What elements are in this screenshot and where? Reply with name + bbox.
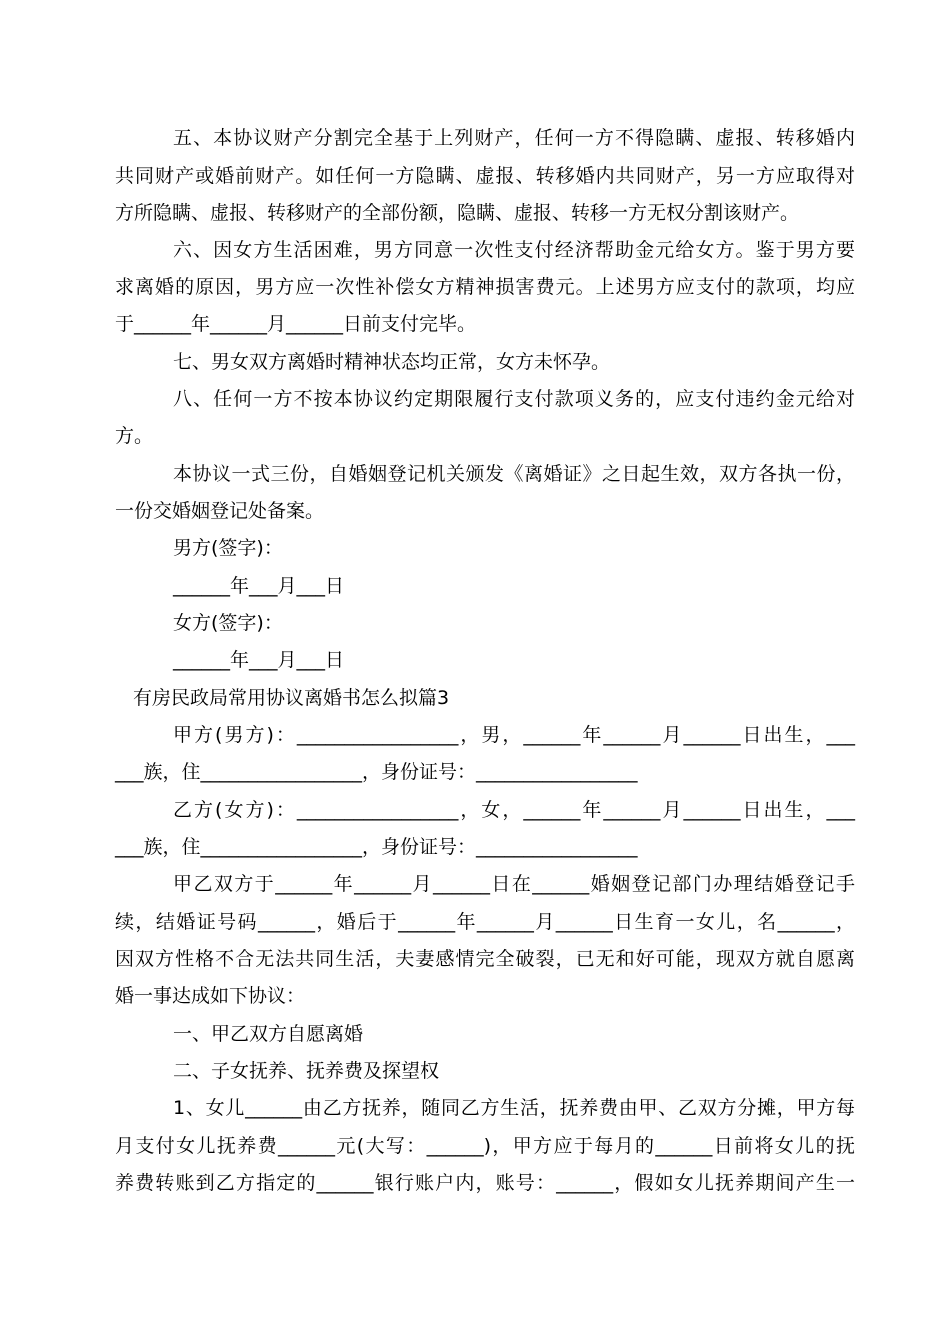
paragraph-6-line-3: 于______年______月______日前支付完毕。 bbox=[115, 313, 477, 335]
custody-line-2: 月支付女儿抚养费______元(大写：______)，甲方应于每月的______日前将女儿的抚 bbox=[115, 1135, 855, 1157]
custody-line-1: 1、女儿______由乙方抚养，随同乙方生活，抚养费由甲、乙双方分摊，甲方每 bbox=[173, 1097, 855, 1119]
party-a-line-2: ___族，住_________________，身份证号：_________________ bbox=[115, 761, 638, 783]
party-b-line-2: ___族，住_________________，身份证号：_________________ bbox=[115, 836, 638, 858]
party-b-line-1: 乙方(女方)：_________________，女，______年______月______日出生，___ bbox=[173, 799, 855, 821]
paragraph-8-line-1: 八、任何一方不按本协议约定期限履行支付款项义务的，应支付违约金元给对 bbox=[173, 388, 855, 410]
paragraph-5-line-1: 五、本协议财产分割完全基于上列财产，任何一方不得隐瞒、虚报、转移婚内 bbox=[173, 127, 855, 149]
marriage-para-line-4: 婚一事达成如下协议： bbox=[115, 985, 306, 1007]
validity-line-1: 本协议一式三份，自婚姻登记机关颁发《离婚证》之日起生效，双方各执一份， bbox=[173, 463, 855, 485]
validity-line-2: 一份交婚姻登记处备案。 bbox=[115, 500, 325, 522]
paragraph-6-line-1: 六、因女方生活困难，男方同意一次性支付经济帮助金元给女方。鉴于男方要 bbox=[173, 239, 855, 261]
section-heading: 有房民政局常用协议离婚书怎么拟篇3 bbox=[133, 687, 450, 709]
paragraph-5-line-3: 方所隐瞒、虚报、转移财产的全部份额，隐瞒、虚报、转移一方无权分割该财产。 bbox=[115, 202, 800, 224]
clause-1: 一、甲乙双方自愿离婚 bbox=[173, 1023, 364, 1045]
male-signature-date: ______年___月___日 bbox=[173, 575, 345, 597]
party-a-line-1: 甲方(男方)：_________________，男，______年______月______日出生，___ bbox=[173, 724, 855, 746]
clause-2: 二、子女抚养、抚养费及探望权 bbox=[173, 1060, 440, 1082]
female-signature-date: ______年___月___日 bbox=[173, 649, 345, 671]
female-signature-label: 女方(签字)： bbox=[173, 612, 283, 634]
paragraph-7: 七、男女双方离婚时精神状态均正常，女方未怀孕。 bbox=[173, 351, 611, 373]
paragraph-8-line-2: 方。 bbox=[115, 425, 154, 447]
custody-line-3: 养费转账到乙方指定的______银行账户内，账号：______，假如女儿抚养期间产生一 bbox=[115, 1172, 855, 1194]
marriage-para-line-1: 甲乙双方于______年______月______日在______婚姻登记部门办理结婚登记手 bbox=[173, 873, 855, 895]
marriage-para-line-3: 因双方性格不合无法共同生活，夫妻感情完全破裂，已无和好可能，现双方就自愿离 bbox=[115, 948, 855, 970]
male-signature-label: 男方(签字)： bbox=[173, 537, 283, 559]
paragraph-6-line-2: 求离婚的原因，男方应一次性补偿女方精神损害费元。上述男方应支付的款项，均应 bbox=[115, 276, 855, 298]
paragraph-5-line-2: 共同财产或婚前财产。如任何一方隐瞒、虚报、转移婚内共同财产，另一方应取得对 bbox=[115, 165, 855, 187]
marriage-para-line-2: 续，结婚证号码______，婚后于______年______月______日生育一女儿，名______， bbox=[115, 911, 855, 933]
